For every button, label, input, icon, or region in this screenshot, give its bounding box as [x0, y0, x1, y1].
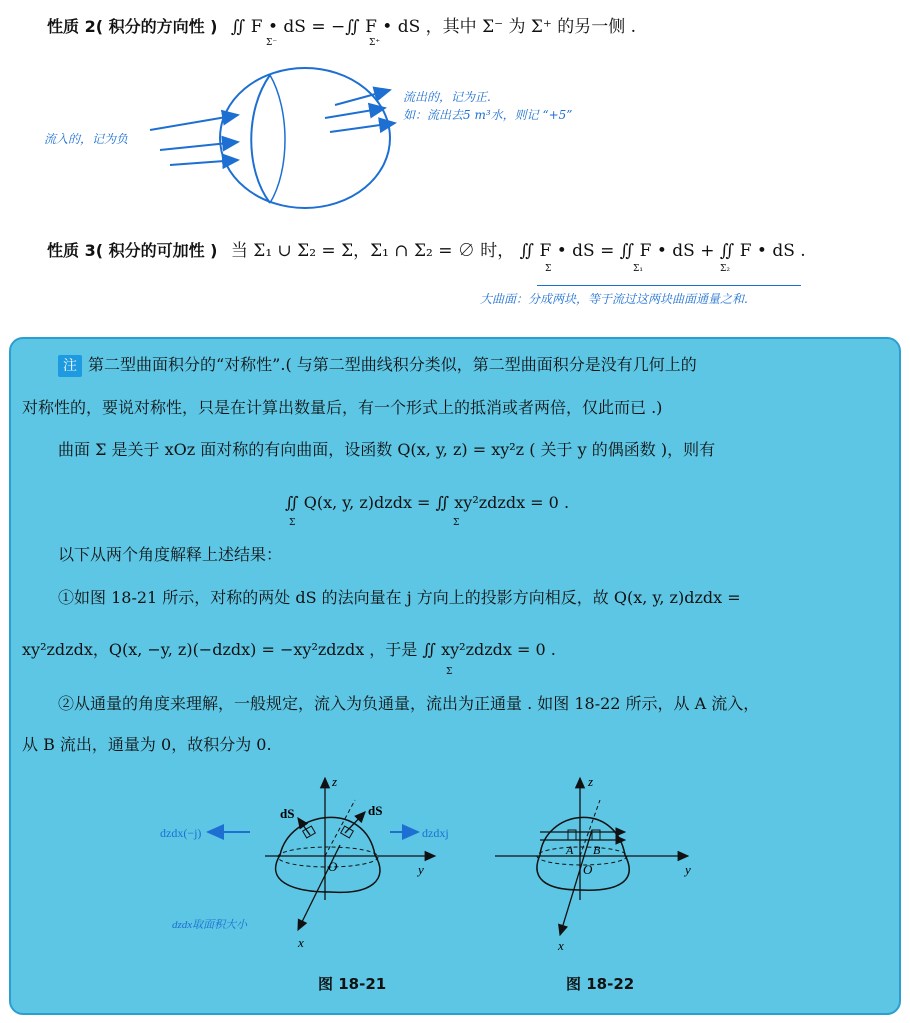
fig21-note: dzdx取面积大小 — [172, 919, 248, 931]
note-eq1-sub-a: Σ — [289, 518, 296, 528]
property3-sub-sigma1: Σ₁ — [633, 264, 643, 274]
flow-sphere-meridian — [251, 75, 270, 203]
figure-18-22 — [480, 770, 720, 965]
fig21-label-y: y — [418, 862, 424, 877]
fig22-label-x: x — [558, 938, 564, 953]
note-eq1-sub-b: Σ — [453, 518, 460, 528]
flow-figure — [0, 60, 910, 210]
property2-title: 性质 2( 积分的方向性 ) — [47, 17, 218, 36]
flow-note-in: 流入的，记为负 — [44, 132, 129, 146]
note-p1-text: 第二型曲面积分的“对称性”.( 与第二型曲线积分类似，第二型曲面积分是没有几何上的 — [88, 355, 697, 374]
fig22-label-A: A — [566, 843, 574, 857]
property3-underline — [537, 285, 801, 286]
fig21-label-dzdx-pos: dzdxj — [422, 826, 449, 840]
note-p1-line2: 对称性的，要说对称性，只是在计算出数量后，有一个形式上的抵消或者两倍，仅此而已 .) — [22, 398, 663, 417]
fig21-label-dS-left: dS — [280, 806, 295, 821]
fig21-label-O: O — [328, 859, 338, 874]
fig21-surface — [276, 817, 380, 892]
note-p2: 曲面 Σ 是关于 xOz 面对称的有向曲面，设函数 Q(x, y, z) = xy²z ( 关于 y 的偶函数 )，则有 — [58, 440, 716, 459]
fig22-label-O: O — [583, 862, 593, 877]
fig22-caption: 图 18-22 — [566, 975, 635, 993]
note-p1-line1 — [58, 355, 697, 377]
fig21-label-dS-right: dS — [368, 803, 383, 818]
note-p4-line2: xy²zdzdx，Q(x, −y, z)(−dzdx) = −xy²zdzdx ，于是 ∬ xy²zdzdx = 0 . — [22, 640, 556, 659]
note-p5-line2: 从 B 流出，通量为 0，故积分为 0. — [22, 735, 272, 754]
property3-sub-sigma: Σ — [545, 264, 552, 274]
flow-sphere — [220, 68, 390, 208]
flow-out-arrow — [335, 90, 390, 105]
note-p3: 以下从两个角度解释上述结果： — [58, 545, 283, 564]
fig21-label-x: x — [298, 935, 304, 950]
fig22-x-axis — [560, 830, 592, 935]
property2-line — [47, 12, 636, 37]
property3-sub-sigma2: Σ₂ — [720, 264, 730, 274]
figure-18-21 — [150, 770, 470, 965]
property3-formula: 当 Σ₁ ∪ Σ₂ = Σ，Σ₁ ∩ Σ₂ = ∅ 时， ∬ F • dS = ∬ F • dS + ∬ F • dS . — [230, 241, 806, 261]
property3-note: 大曲面：分成两块，等于流过这两块曲面通量之和. — [480, 292, 748, 306]
property2-sub-right: Σ⁺ — [369, 38, 381, 48]
flow-in-arrow — [170, 160, 238, 165]
fig22-label-B: B — [593, 843, 601, 857]
property3-title: 性质 3( 积分的可加性 ) — [47, 241, 218, 260]
note-p5-line1: ②从通量的角度来理解，一般规定，流入为负通量，流出为正通量 . 如图 18-22 所示，从 A 流入， — [58, 694, 760, 713]
flow-out-arrow — [330, 123, 395, 132]
property2-sub-left: Σ⁻ — [266, 38, 278, 48]
property3-line — [47, 236, 806, 261]
note-badge: 注 — [58, 355, 82, 377]
note-eq1: ∬ Q(x, y, z)dzdx = ∬ xy²zdzdx = 0 . — [285, 493, 570, 512]
fig22-label-y: y — [685, 862, 691, 877]
fig22-surface — [537, 817, 629, 890]
flow-note-out-2: 如：流出去5 m³水，则记 “+5” — [403, 108, 573, 122]
note-p4-sub: Σ — [446, 667, 453, 677]
fig21-x-axis — [298, 845, 340, 930]
flow-note-out-1: 流出的，记为正. — [403, 90, 491, 104]
fig21-label-dzdx-neg: dzdx(−j) — [160, 826, 202, 840]
fig21-label-z: z — [332, 774, 338, 789]
note-p4-line1: ①如图 18-21 所示，对称的两处 dS 的法向量在 j 方向上的投影方向相反，故 Q(x, y, z)dzdx = — [58, 588, 741, 607]
property2-formula: ∬ F • dS = −∬ F • dS ，其中 Σ⁻ 为 Σ⁺ 的另一侧 . — [230, 17, 637, 37]
fig21-caption: 图 18-21 — [318, 975, 387, 993]
fig22-label-z: z — [588, 774, 594, 789]
flow-in-arrow — [160, 142, 238, 150]
flow-in-arrow — [150, 115, 238, 130]
flow-out-arrow — [325, 108, 385, 118]
